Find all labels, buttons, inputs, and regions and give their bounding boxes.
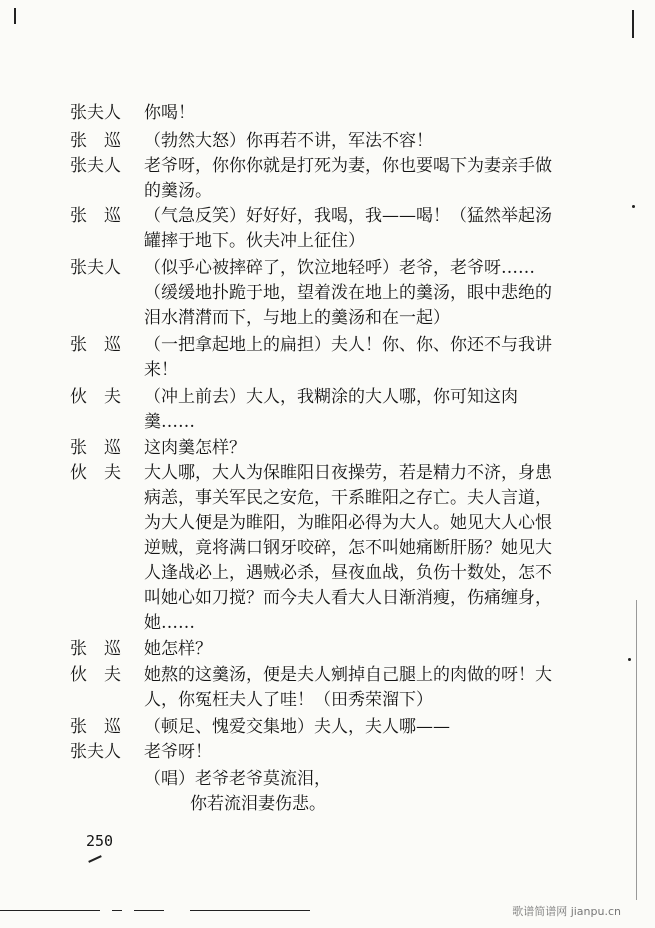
scan-mark <box>14 8 16 24</box>
site-watermark: 歌谱简谱网 jianpu.cn <box>512 905 621 918</box>
dialogue-continuation <box>70 411 655 433</box>
song-line: 你若流泪妻伤悲。 <box>190 794 326 814</box>
dialogue-continuation <box>70 487 655 509</box>
bottom-rule <box>134 910 164 911</box>
scan-edge <box>636 600 637 900</box>
dialogue-text: 大人哪，大人为保睢阳日夜操劳，若是精力不济，身患 <box>144 463 552 483</box>
speaker-name: 伙 夫 <box>70 463 121 483</box>
dialogue-text: 老爷呀！ <box>144 742 212 762</box>
scan-dot <box>628 658 631 661</box>
dialogue-line <box>70 130 590 152</box>
dialogue-text: （冲上前去）大人，我糊涂的大人哪，你可知这肉 <box>144 387 518 407</box>
dialogue-text: 她熬的这羹汤，便是夫人剜掉自己腿上的肉做的呀！大 <box>144 665 552 685</box>
dialogue-line <box>70 257 590 279</box>
dialogue-text: 的羹汤。 <box>144 181 212 201</box>
dialogue-text: 人逢战必上，遇贼必杀，昼夜血战，负伤十数处，怎不 <box>144 563 552 583</box>
dialogue-continuation <box>70 689 655 711</box>
dialogue-line <box>70 664 590 686</box>
dialogue-continuation <box>70 230 655 252</box>
dialogue-text: 逆贼，竟将满口钢牙咬碎，怎不叫她痛断肝肠？她见大 <box>144 538 552 558</box>
scan-dot <box>632 205 635 208</box>
speaker-name: 张夫人 <box>70 258 121 278</box>
dialogue-line <box>70 716 590 738</box>
dialogue-text: 你喝！ <box>144 103 195 123</box>
dialogue-line <box>70 155 590 177</box>
dialogue-line <box>70 102 590 124</box>
dialogue-continuation <box>70 612 655 634</box>
dialogue-continuation <box>70 180 655 202</box>
bottom-rule <box>0 910 100 911</box>
dialogue-text: 她怎样？ <box>144 639 212 659</box>
dialogue-line <box>70 462 590 484</box>
dialogue-text: （顿足、愧爱交集地）夫人，夫人哪—— <box>144 717 450 737</box>
dialogue-text: 这肉羹怎样？ <box>144 438 246 458</box>
scan-mark <box>632 10 634 38</box>
scan-mark <box>88 855 102 863</box>
dialogue-continuation <box>70 512 655 534</box>
dialogue-line <box>70 205 590 227</box>
stage-direction <box>70 307 655 329</box>
speaker-name: 张 巡 <box>70 206 121 226</box>
dialogue-text: 她…… <box>144 613 195 633</box>
stage-direction <box>70 282 655 304</box>
speaker-name: 伙 夫 <box>70 665 121 685</box>
speaker-name: 伙 夫 <box>70 387 121 407</box>
speaker-name: 张 巡 <box>70 131 121 151</box>
dialogue-text: 羹…… <box>144 412 195 432</box>
bottom-rule <box>112 910 122 911</box>
dialogue-text: （一把拿起地上的扁担）夫人！你、你、你还不与我讲 <box>144 335 552 355</box>
dialogue-text: 人，你冤枉夫人了哇！（田秀荣溜下） <box>144 690 433 710</box>
dialogue-line <box>70 437 590 459</box>
dialogue-text: 老爷呀，你你你就是打死为妻，你也要喝下为妻亲手做 <box>144 156 552 176</box>
speaker-name: 张 巡 <box>70 717 121 737</box>
speaker-name: 张夫人 <box>70 103 121 123</box>
dialogue-text: 罐摔于地下。伙夫冲上征住） <box>144 231 365 251</box>
dialogue-text: 来！ <box>144 360 178 380</box>
dialogue-text: 泪水潸潸而下，与地上的羹汤和在一起） <box>144 308 450 328</box>
dialogue-text: （气急反笑）好好好，我喝，我——喝！（猛然举起汤 <box>144 206 552 226</box>
dialogue-continuation <box>70 359 655 381</box>
speaker-name: 张夫人 <box>70 156 121 176</box>
speaker-name: 张 巡 <box>70 639 121 659</box>
dialogue-line <box>70 386 590 408</box>
dialogue-text: 为大人便是为睢阳，为睢阳必得为大人。她见大人心恨 <box>144 513 552 533</box>
dialogue-continuation <box>70 562 655 584</box>
song-line: （唱）老爷老爷莫流泪， <box>144 769 331 789</box>
dialogue-line <box>70 638 590 660</box>
speaker-name: 张 巡 <box>70 335 121 355</box>
dialogue-text: 病恙，事关军民之安危，干系睢阳之存亡。夫人言道， <box>144 488 552 508</box>
dialogue-line <box>70 334 590 356</box>
speaker-name: 张 巡 <box>70 438 121 458</box>
dialogue-text: 叫她心如刀搅？而今夫人看大人日渐消瘦，伤痛缠身， <box>144 588 552 608</box>
bottom-rule <box>190 910 310 911</box>
dialogue-text: （勃然大怒）你再若不讲，军法不容！ <box>144 131 433 151</box>
dialogue-line <box>70 741 590 763</box>
dialogue-continuation <box>70 537 655 559</box>
page-number: 250 <box>86 832 114 850</box>
dialogue-text: （似乎心被摔碎了，饮泣地轻呼）老爷，老爷呀…… <box>144 258 535 278</box>
speaker-name: 张夫人 <box>70 742 121 762</box>
dialogue-text: （缓缓地扑跪于地，望着泼在地上的羹汤，眼中悲绝的 <box>144 283 552 303</box>
dialogue-continuation <box>70 587 655 609</box>
